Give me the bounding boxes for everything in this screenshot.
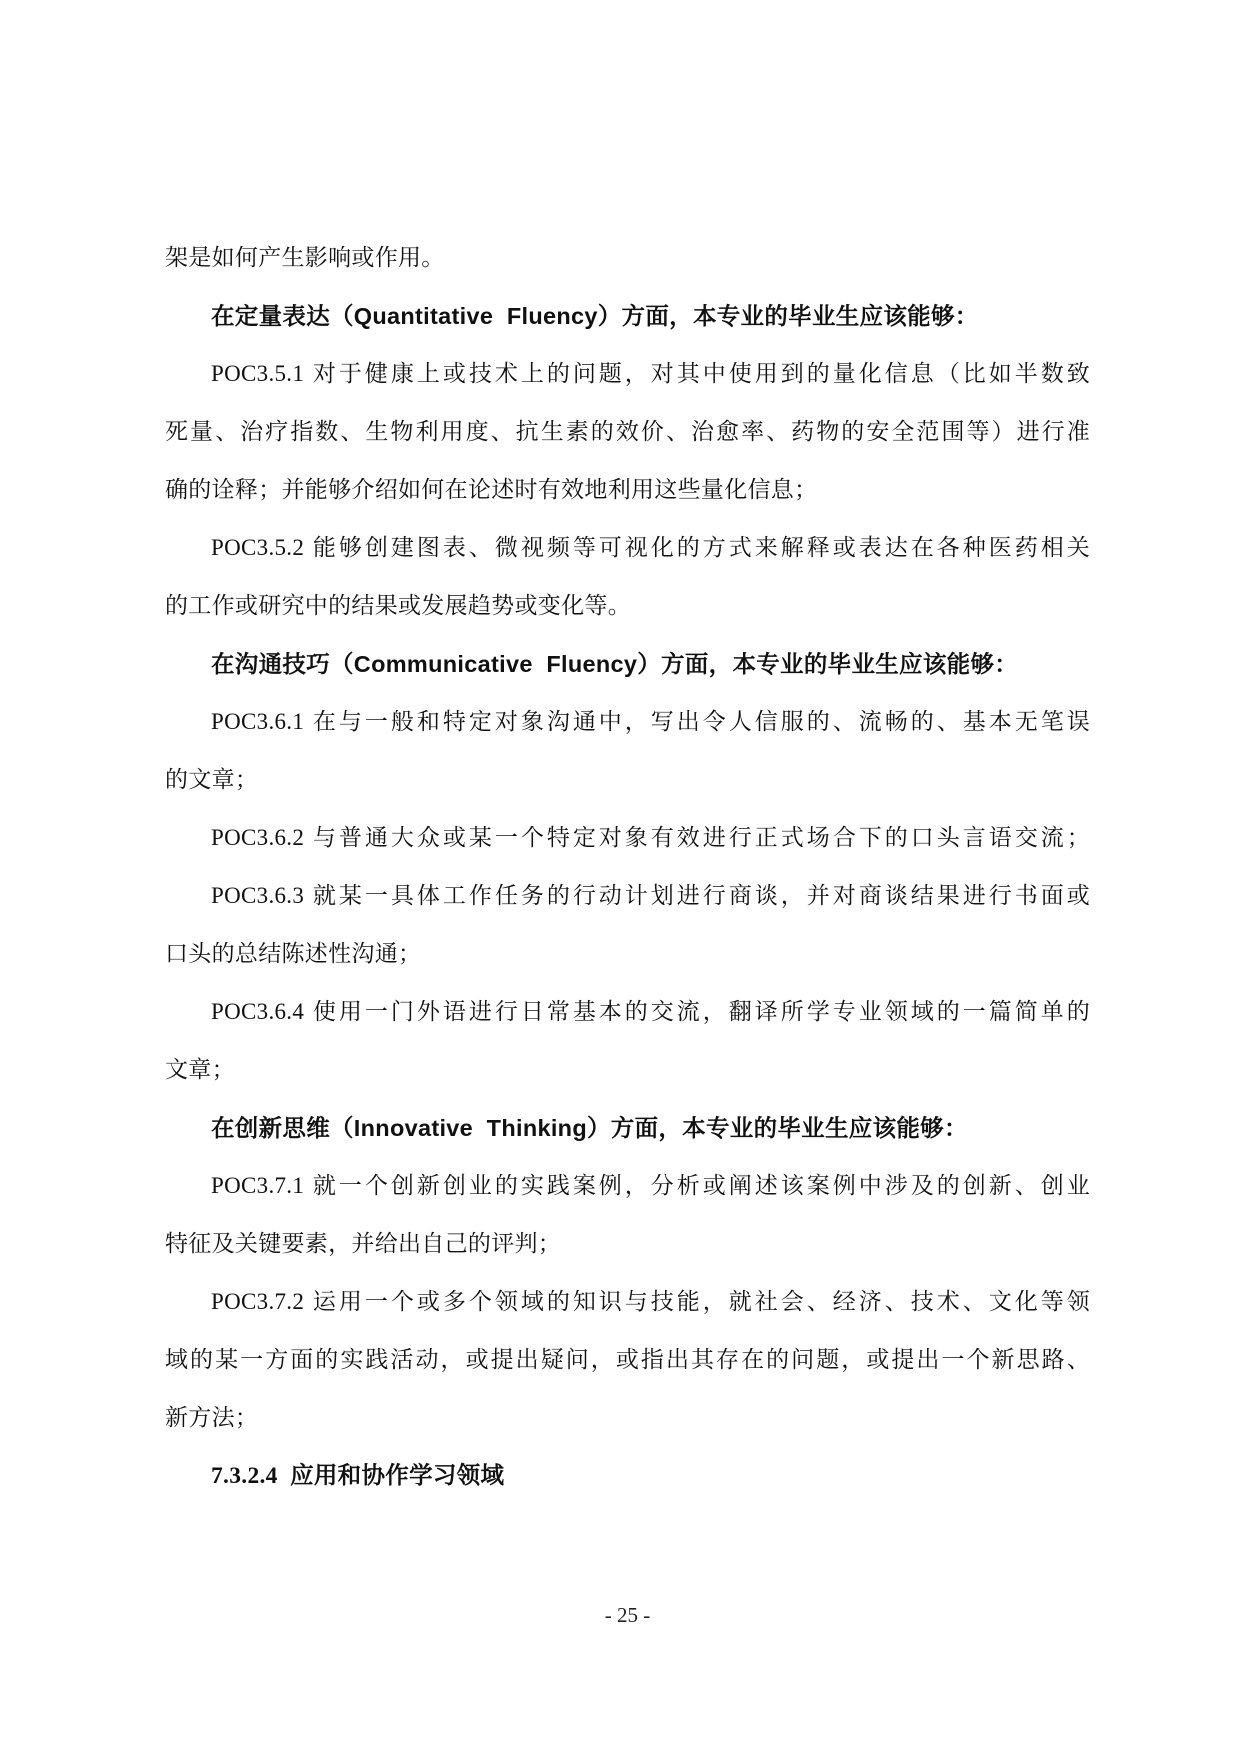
line-poc-3-5-2-cont-1: 的工作或研究中的结果或发展趋势或变化等。 <box>165 593 631 618</box>
line-poc-3-7-1-cont-1: 特征及关键要素，并给出自己的评判； <box>165 1231 562 1256</box>
page-number: - 25 - <box>604 1603 651 1627</box>
line-poc-3-6-4-cont-1: 文章； <box>165 1057 235 1082</box>
line-poc-3-5-2: POC3.5.2 能够创建图表、微视频等可视化的方式来解释或表达在各种医药相关 <box>211 535 1090 560</box>
line-poc-3-7-2-cont-2: 新方法； <box>165 1405 259 1430</box>
line-poc-3-7-1: POC3.7.1 就一个创新创业的实践案例，分析或阐述该案例中涉及的创新、创业 <box>211 1173 1090 1198</box>
section-heading-quantitative-fluency: 在定量表达（Quantitative Fluency）方面，本专业的毕业生应该能够： <box>211 303 979 329</box>
line-poc-3-6-4: POC3.6.4 使用一门外语进行日常基本的交流，翻译所学专业领域的一篇简单的 <box>211 999 1090 1024</box>
line-poc-3-5-1: POC3.5.1 对于健康上或技术上的问题，对其中使用到的量化信息（比如半数致 <box>211 361 1090 386</box>
line-poc-3-6-2: POC3.6.2 与普通大众或某一个特定对象有效进行正式场合下的口头言语交流； <box>211 825 1090 850</box>
section-heading-7-3-2-4: 7.3.2.4 应用和协作学习领域 <box>211 1463 505 1489</box>
line-poc-3-5-1-cont-1: 死量、治疗指数、生物利用度、抗生素的效价、治愈率、药物的安全范围等）进行准 <box>165 419 1090 444</box>
section-heading-innovative-thinking: 在创新思维（Innovative Thinking）方面，本专业的毕业生应该能够： <box>211 1115 968 1141</box>
line-poc-3-6-3: POC3.6.3 就某一具体工作任务的行动计划进行商谈，并对商谈结果进行书面或 <box>211 883 1090 908</box>
line-continuation-prev-paragraph: 架是如何产生影响或作用。 <box>165 245 445 270</box>
line-poc-3-6-1: POC3.6.1 在与一般和特定对象沟通中，写出令人信服的、流畅的、基本无笔误 <box>211 709 1090 734</box>
line-poc-3-5-1-cont-2: 确的诠释；并能够介绍如何在论述时有效地利用这些量化信息； <box>165 477 818 502</box>
page-body-text <box>165 229 1090 1505</box>
line-poc-3-7-2: POC3.7.2 运用一个或多个领域的知识与技能，就社会、经济、技术、文化等领 <box>211 1289 1090 1314</box>
line-poc-3-6-1-cont-1: 的文章； <box>165 767 259 792</box>
line-poc-3-6-3-cont-1: 口头的总结陈述性沟通； <box>165 941 422 966</box>
line-poc-3-7-2-cont-1: 域的某一方面的实践活动，或提出疑问，或指出其存在的问题，或提出一个新思路、 <box>165 1347 1090 1372</box>
section-heading-communicative-fluency: 在沟通技巧（Communicative Fluency）方面，本专业的毕业生应该能够： <box>211 651 1019 677</box>
